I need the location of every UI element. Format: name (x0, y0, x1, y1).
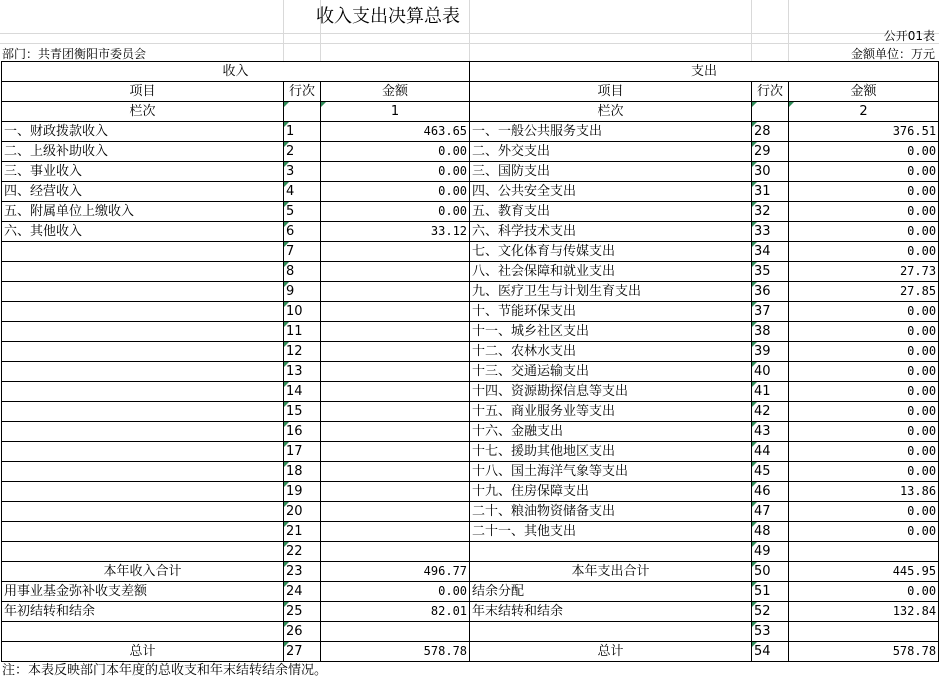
income-amount-cell: 496.77 (321, 562, 470, 582)
expense-item-cell: 十二、农林水支出 (470, 342, 752, 362)
income-column-index: 1 (321, 102, 470, 122)
header-row-section (2, 62, 939, 82)
expense-row-no-cell: 45 (752, 462, 789, 482)
income-row-no-cell: 19 (284, 482, 321, 502)
income-item-cell: 二、上级补助收入 (2, 142, 284, 162)
expense-row-no-cell: 41 (752, 382, 789, 402)
department-label: 部门：共青团衡阳市委员会 (2, 47, 147, 61)
report-title-text: 收入支出决算总表 (316, 6, 460, 27)
income-row-no-cell: 4 (284, 182, 321, 202)
income-row-no-cell: 25 (284, 602, 321, 622)
expense-row-no-cell: 46 (752, 482, 789, 502)
income-item-header: 项目 (2, 82, 284, 102)
income-item-cell (2, 382, 284, 402)
expense-item-cell: 十八、国土海洋气象等支出 (470, 462, 752, 482)
expense-amount-cell: 376.51 (789, 122, 939, 142)
income-item-cell (2, 402, 284, 422)
income-amount-cell (321, 542, 470, 562)
expense-item-cell: 总计 (470, 642, 752, 662)
expense-row-no-cell: 35 (752, 262, 789, 282)
income-row-no-cell: 20 (284, 502, 321, 522)
expense-amount-cell: 0.00 (789, 582, 939, 602)
expense-column-blank (752, 102, 789, 122)
expense-amount-cell (789, 622, 939, 642)
income-item-cell (2, 502, 284, 522)
expense-item-cell: 结余分配 (470, 582, 752, 602)
income-row-no-header: 行次 (284, 82, 321, 102)
expense-row-no-cell: 52 (752, 602, 789, 622)
expense-item-cell: 十一、城乡社区支出 (470, 322, 752, 342)
expense-item-cell: 本年支出合计 (470, 562, 752, 582)
table-row (2, 462, 939, 482)
table-row (2, 582, 939, 602)
table-row (2, 362, 939, 382)
expense-amount-cell: 0.00 (789, 382, 939, 402)
expense-amount-cell: 0.00 (789, 142, 939, 162)
income-row-no-cell: 21 (284, 522, 321, 542)
expense-amount-cell: 0.00 (789, 342, 939, 362)
income-row-no-cell: 18 (284, 462, 321, 482)
expense-item-cell: 三、国防支出 (470, 162, 752, 182)
expense-item-cell: 二、外交支出 (470, 142, 752, 162)
expense-row-no-cell: 32 (752, 202, 789, 222)
income-item-cell: 六、其他收入 (2, 222, 284, 242)
income-item-cell (2, 622, 284, 642)
income-row-no-cell: 8 (284, 262, 321, 282)
table-row (2, 562, 939, 582)
income-item-cell (2, 422, 284, 442)
income-item-cell (2, 282, 284, 302)
income-row-no-cell: 16 (284, 422, 321, 442)
income-item-cell: 总计 (2, 642, 284, 662)
expense-row-no-cell: 54 (752, 642, 789, 662)
income-amount-cell: 82.01 (321, 602, 470, 622)
table-row (2, 242, 939, 262)
income-amount-cell (321, 502, 470, 522)
expense-row-no-cell: 51 (752, 582, 789, 602)
income-amount-cell: 463.65 (321, 122, 470, 142)
income-amount-cell (321, 422, 470, 442)
income-amount-cell (321, 482, 470, 502)
expense-row-no-cell: 48 (752, 522, 789, 542)
expense-amount-header: 金额 (789, 82, 939, 102)
expense-amount-cell: 0.00 (789, 422, 939, 442)
expense-amount-cell: 0.00 (789, 182, 939, 202)
expense-row-no-cell: 37 (752, 302, 789, 322)
expense-row-no-cell: 31 (752, 182, 789, 202)
expense-row-no-cell: 30 (752, 162, 789, 182)
income-amount-cell (321, 322, 470, 342)
expense-row-no-cell: 28 (752, 122, 789, 142)
expense-row-no-cell: 42 (752, 402, 789, 422)
income-amount-cell (321, 242, 470, 262)
income-item-cell: 四、经营收入 (2, 182, 284, 202)
income-amount-cell: 0.00 (321, 162, 470, 182)
income-row-no-cell: 7 (284, 242, 321, 262)
expense-row-no-cell: 36 (752, 282, 789, 302)
expense-item-cell: 六、科学技术支出 (470, 222, 752, 242)
expense-item-cell: 十五、商业服务业等支出 (470, 402, 752, 422)
table-row (2, 382, 939, 402)
income-row-no-cell: 11 (284, 322, 321, 342)
expense-item-cell: 一、一般公共服务支出 (470, 122, 752, 142)
income-row-no-cell: 27 (284, 642, 321, 662)
expense-amount-cell: 27.73 (789, 262, 939, 282)
unit-label: 金额单位：万元 (850, 47, 935, 61)
income-item-cell (2, 342, 284, 362)
expense-item-cell: 十七、援助其他地区支出 (470, 442, 752, 462)
income-item-cell: 用事业基金弥补收支差额 (2, 582, 284, 602)
table-row (2, 222, 939, 242)
income-row-no-cell: 1 (284, 122, 321, 142)
income-item-cell: 本年收入合计 (2, 562, 284, 582)
report-title (0, 0, 939, 33)
expense-amount-cell: 0.00 (789, 402, 939, 422)
income-expense-table (1, 61, 939, 662)
table-row (2, 602, 939, 622)
income-item-cell (2, 242, 284, 262)
income-amount-cell (321, 282, 470, 302)
table-row (2, 122, 939, 142)
expense-amount-cell: 132.84 (789, 602, 939, 622)
table-row (2, 502, 939, 522)
expense-amount-cell (789, 542, 939, 562)
income-row-no-cell: 6 (284, 222, 321, 242)
expense-amount-cell: 0.00 (789, 462, 939, 482)
income-item-cell (2, 322, 284, 342)
income-column-blank (284, 102, 321, 122)
table-row (2, 302, 939, 322)
income-amount-cell: 0.00 (321, 202, 470, 222)
expense-amount-cell: 0.00 (789, 202, 939, 222)
form-code: 公开01表 (883, 29, 935, 43)
expense-row-no-cell: 29 (752, 142, 789, 162)
expense-row-no-cell: 40 (752, 362, 789, 382)
expense-section-header: 支出 (470, 62, 939, 82)
income-item-cell: 一、财政拨款收入 (2, 122, 284, 142)
expense-column-index: 2 (789, 102, 939, 122)
header-row-columns (2, 82, 939, 102)
expense-item-cell: 年末结转和结余 (470, 602, 752, 622)
table-row (2, 482, 939, 502)
expense-amount-cell: 0.00 (789, 302, 939, 322)
expense-amount-cell: 0.00 (789, 322, 939, 342)
expense-amount-cell: 0.00 (789, 222, 939, 242)
expense-row-no-cell: 49 (752, 542, 789, 562)
income-row-no-cell: 5 (284, 202, 321, 222)
expense-item-cell: 七、文化体育与传媒支出 (470, 242, 752, 262)
income-item-cell: 五、附属单位上缴收入 (2, 202, 284, 222)
income-item-cell (2, 542, 284, 562)
income-item-cell: 三、事业收入 (2, 162, 284, 182)
expense-item-cell: 二十、粮油物资储备支出 (470, 502, 752, 522)
income-section-header: 收入 (2, 62, 470, 82)
income-column-label: 栏次 (2, 102, 284, 122)
expense-row-no-cell: 43 (752, 422, 789, 442)
expense-row-no-cell: 44 (752, 442, 789, 462)
table-row (2, 142, 939, 162)
expense-amount-cell: 0.00 (789, 502, 939, 522)
expense-item-cell: 二十一、其他支出 (470, 522, 752, 542)
header-row-column-index (2, 102, 939, 122)
expense-row-no-cell: 47 (752, 502, 789, 522)
expense-item-cell: 十九、住房保障支出 (470, 482, 752, 502)
expense-item-header: 项目 (470, 82, 752, 102)
income-item-cell (2, 262, 284, 282)
table-row (2, 262, 939, 282)
table-row (2, 422, 939, 442)
income-row-no-cell: 10 (284, 302, 321, 322)
income-row-no-cell: 23 (284, 562, 321, 582)
income-amount-cell: 578.78 (321, 642, 470, 662)
income-item-cell: 年初结转和结余 (2, 602, 284, 622)
income-row-no-cell: 22 (284, 542, 321, 562)
income-item-cell (2, 362, 284, 382)
income-row-no-cell: 3 (284, 162, 321, 182)
table-row (2, 622, 939, 642)
income-row-no-cell: 17 (284, 442, 321, 462)
table-row (2, 642, 939, 662)
income-row-no-cell: 2 (284, 142, 321, 162)
expense-amount-cell: 27.85 (789, 282, 939, 302)
income-amount-header: 金额 (321, 82, 470, 102)
expense-item-cell: 十三、交通运输支出 (470, 362, 752, 382)
income-amount-cell (321, 302, 470, 322)
income-row-no-cell: 24 (284, 582, 321, 602)
income-amount-cell: 0.00 (321, 182, 470, 202)
expense-row-no-cell: 33 (752, 222, 789, 242)
table-row (2, 342, 939, 362)
income-row-no-cell: 9 (284, 282, 321, 302)
income-row-no-cell: 12 (284, 342, 321, 362)
table-row (2, 402, 939, 422)
expense-amount-cell: 0.00 (789, 242, 939, 262)
expense-item-cell: 四、公共安全支出 (470, 182, 752, 202)
table-row (2, 522, 939, 542)
expense-amount-cell: 0.00 (789, 522, 939, 542)
income-amount-cell (321, 342, 470, 362)
income-amount-cell: 33.12 (321, 222, 470, 242)
income-amount-cell (321, 622, 470, 642)
expense-row-no-cell: 38 (752, 322, 789, 342)
expense-amount-cell: 445.95 (789, 562, 939, 582)
expense-item-cell (470, 622, 752, 642)
expense-item-cell (470, 542, 752, 562)
table-row (2, 202, 939, 222)
income-item-cell (2, 462, 284, 482)
table-row (2, 162, 939, 182)
expense-item-cell: 九、医疗卫生与计划生育支出 (470, 282, 752, 302)
income-amount-cell: 0.00 (321, 142, 470, 162)
income-item-cell (2, 482, 284, 502)
income-amount-cell (321, 442, 470, 462)
income-amount-cell (321, 522, 470, 542)
expense-amount-cell: 0.00 (789, 362, 939, 382)
expense-amount-cell: 578.78 (789, 642, 939, 662)
income-row-no-cell: 13 (284, 362, 321, 382)
expense-row-no-cell: 39 (752, 342, 789, 362)
income-item-cell (2, 302, 284, 322)
expense-item-cell: 八、社会保障和就业支出 (470, 262, 752, 282)
expense-item-cell: 五、教育支出 (470, 202, 752, 222)
table-row (2, 542, 939, 562)
income-amount-cell (321, 382, 470, 402)
income-row-no-cell: 15 (284, 402, 321, 422)
footnote: 注：本表反映部门本年度的总收支和年末结转结余情况。 (2, 663, 328, 678)
expense-row-no-cell: 50 (752, 562, 789, 582)
income-row-no-cell: 26 (284, 622, 321, 642)
expense-amount-cell: 0.00 (789, 442, 939, 462)
income-amount-cell (321, 262, 470, 282)
income-amount-cell (321, 362, 470, 382)
expense-item-cell: 十四、资源勘探信息等支出 (470, 382, 752, 402)
income-row-no-cell: 14 (284, 382, 321, 402)
income-item-cell (2, 442, 284, 462)
expense-row-no-cell: 34 (752, 242, 789, 262)
income-amount-cell: 0.00 (321, 582, 470, 602)
table-row (2, 282, 939, 302)
income-amount-cell (321, 402, 470, 422)
expense-amount-cell: 13.86 (789, 482, 939, 502)
expense-column-label: 栏次 (470, 102, 752, 122)
table-row (2, 322, 939, 342)
table-row (2, 442, 939, 462)
income-amount-cell (321, 462, 470, 482)
income-item-cell (2, 522, 284, 542)
expense-row-no-header: 行次 (752, 82, 789, 102)
expense-row-no-cell: 53 (752, 622, 789, 642)
expense-amount-cell: 0.00 (789, 162, 939, 182)
expense-item-cell: 十六、金融支出 (470, 422, 752, 442)
expense-item-cell: 十、节能环保支出 (470, 302, 752, 322)
table-row (2, 182, 939, 202)
